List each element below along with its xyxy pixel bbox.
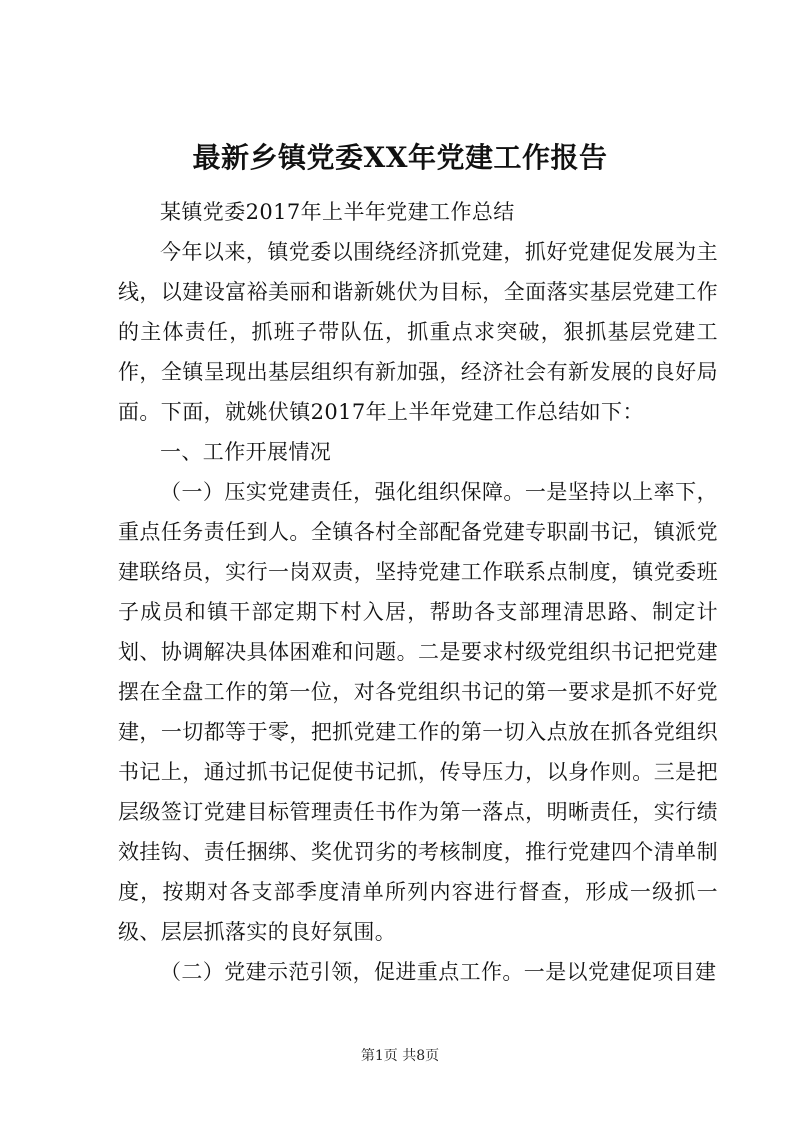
paragraph-section-2: （二）党建示范引领，促进重点工作。一是以党建促项目建 [160, 960, 717, 984]
paragraph-intro: 今年以来，镇党委以围绕经济抓党建，抓好党建促发展为主线，以建设富裕美丽和谐新姚伏为目标，全面落实基层党建工作的主体责任，抓班子带队伍，抓重点求突破，狠抓基层党建工作，全镇呈现出基层组织有新加强，经济社会有新发展的良好局面。下面，就姚伏镇2017年上半年党建工作总结如下： [118, 240, 718, 424]
section-heading: 一、工作开展情况 [160, 440, 332, 464]
document-body [118, 192, 718, 992]
document-title: 最新乡镇党委XX年党建工作报告 [192, 141, 608, 174]
document-subtitle: 某镇党委2017年上半年党建工作总结 [160, 200, 515, 224]
paragraph-section-1: （一）压实党建责任，强化组织保障。一是坚持以上率下，重点任务责任到人。全镇各村全部配备党建专职副书记，镇派党建联络员，实行一岗双责，坚持党建工作联系点制度，镇党委班子成员和镇干部定期下村入居，帮助各支部理清思路、制定计划、协调解决具体困难和问题。二是要求村级党组织书记把党建摆在全盘工作的第一位，对各党组织书记的第一要求是抓不好党建，一切都等于零，把抓党建工作的第一切入点放在抓各党组织书记上，通过抓书记促使书记抓，传导压力，以身作则。三是把层级签订党建目标管理责任书作为第一落点，明晰责任，实行绩效挂钩、责任捆绑、奖优罚劣的考核制度，推行党建四个清单制度，按期对各支部季度清单所列内容进行督查，形成一级抓一级、层层抓落实的良好氛围。 [118, 480, 718, 944]
page-footer: 第1页 共8页 [360, 1048, 440, 1064]
